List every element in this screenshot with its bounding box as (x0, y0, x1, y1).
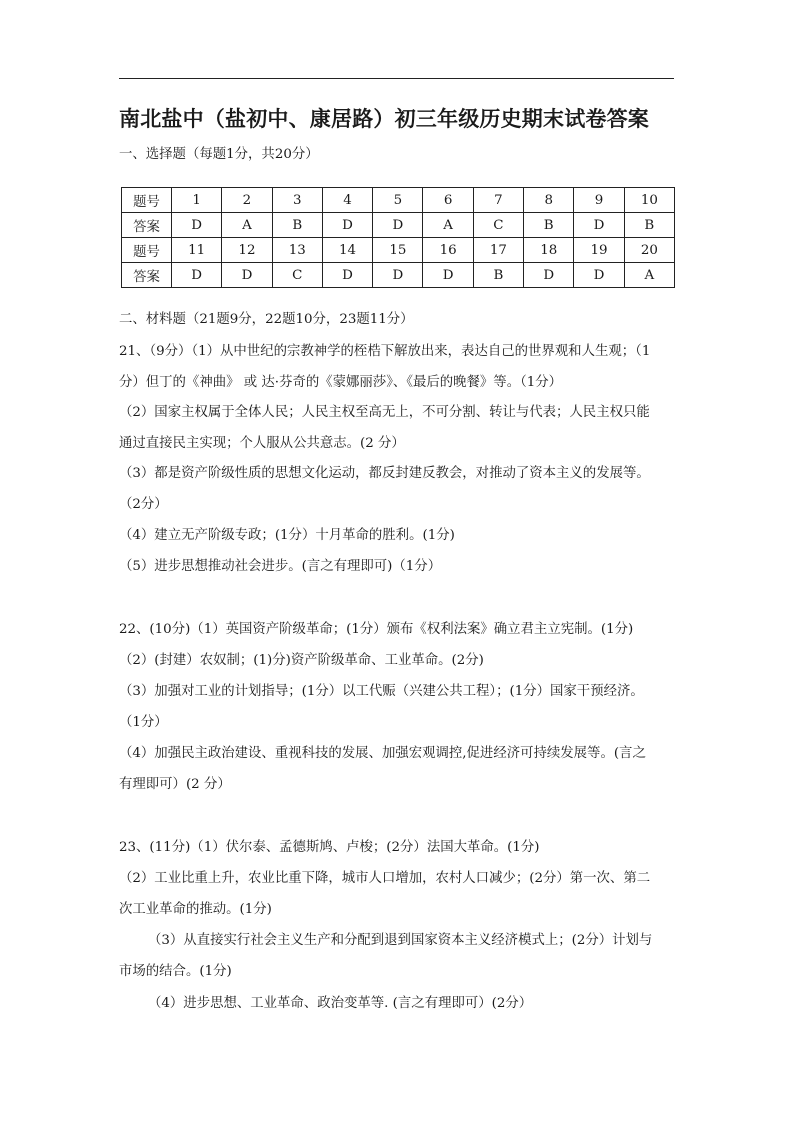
header-rule (119, 78, 674, 79)
table-cell: D (322, 263, 372, 288)
answer-line: 市场的结合。(1分) (119, 964, 232, 979)
table-cell: B (524, 213, 574, 238)
answer-line: （3）从直接实行社会主义生产和分配到退到国家资本主义经济模式上；(2分）计划与 (148, 933, 653, 948)
table-row-label: 题号 (122, 238, 172, 263)
table-cell: 9 (574, 188, 624, 213)
table-cell: 20 (624, 238, 674, 263)
table-cell: D (172, 213, 222, 238)
section-heading-choice: 一、选择题（每题1分，共20分） (119, 147, 319, 162)
answer-line: （2分） (119, 497, 168, 512)
table-cell: 1 (172, 188, 222, 213)
table-cell: D (574, 263, 624, 288)
answer-line: （2）(封建）农奴制；(1)分)资产阶级革命、工业革命。(2分) (119, 653, 484, 668)
answer-line: 22、(10分)（1）英国资产阶级革命；(1分）颁布《权利法案》确立君主立宪制。(1分) (119, 622, 634, 637)
table-cell: 8 (524, 188, 574, 213)
table-row-label: 题号 (122, 188, 172, 213)
table-cell: 17 (473, 238, 523, 263)
answer-line: 通过直接民主实现；个人服从公共意志。(2 分） (119, 436, 405, 451)
answer-line: （3）加强对工业的计划指导；(1分）以工代赈（兴建公共工程）；(1分）国家干预经济。 (119, 684, 644, 699)
answer-line: 有理即可）(2 分） (119, 777, 231, 792)
section-heading-material: 二、材料题（21题9分，22题10分，23题11分） (119, 312, 414, 327)
table-row-label: 答案 (122, 213, 172, 238)
table-cell: 4 (322, 188, 372, 213)
table-cell: 15 (373, 238, 423, 263)
table-cell: 3 (272, 188, 322, 213)
table-cell: D (423, 263, 473, 288)
table-cell: A (423, 213, 473, 238)
table-cell: D (373, 213, 423, 238)
answer-line: （4）进步思想、工业革命、政治变革等. (言之有理即可）(2分） (148, 996, 533, 1011)
table-row (122, 238, 675, 263)
answer-line: （3）都是资产阶级性质的思想文化运动，都反封建反教会，对推动了资本主义的发展等。 (119, 466, 650, 481)
table-cell: D (574, 213, 624, 238)
table-cell: 10 (624, 188, 674, 213)
table-cell: D (322, 213, 372, 238)
table-row (122, 188, 675, 213)
answer-line: （4）建立无产阶级专政；(1分）十月革命的胜利。(1分) (119, 528, 455, 543)
table-cell: C (272, 263, 322, 288)
table-row (122, 213, 675, 238)
table-cell: B (624, 213, 674, 238)
answer-table (121, 187, 675, 288)
table-cell: D (524, 263, 574, 288)
table-cell: D (373, 263, 423, 288)
answer-line: （2）国家主权属于全体人民；人民主权至高无上，不可分割、转让与代表；人民主权只能 (119, 405, 650, 420)
table-cell: 19 (574, 238, 624, 263)
table-cell: 6 (423, 188, 473, 213)
answer-line: 23、(11分)（1）伏尔泰、孟德斯鸠、卢梭；(2分）法国大革命。(1分) (119, 840, 540, 855)
table-cell: 13 (272, 238, 322, 263)
answer-line: 次工业革命的推动。(1分) (119, 902, 272, 917)
page-title: 南北盐中（盐初中、康居路）初三年级历史期末试卷答案 (119, 106, 649, 131)
table-cell: 11 (172, 238, 222, 263)
table-cell: C (473, 213, 523, 238)
answer-line: 分）但丁的《神曲》 或 达·芬奇的《蒙娜丽莎》、《最后的晚餐》等。（1分） (119, 375, 563, 390)
table-cell: 12 (222, 238, 272, 263)
answer-line: （1分） (119, 715, 168, 730)
table-cell: 16 (423, 238, 473, 263)
table-cell: 18 (524, 238, 574, 263)
table-row-label: 答案 (122, 263, 172, 288)
table-cell: D (222, 263, 272, 288)
answer-line: （5）进步思想推动社会进步。(言之有理即可)（1分） (119, 559, 442, 574)
table-cell: A (624, 263, 674, 288)
answer-line: （2）工业比重上升，农业比重下降，城市人口增加，农村人口减少；(2分）第一次、第二 (119, 871, 651, 886)
table-cell: A (222, 213, 272, 238)
table-cell: 7 (473, 188, 523, 213)
table-cell: 14 (322, 238, 372, 263)
table-cell: 2 (222, 188, 272, 213)
table-row (122, 263, 675, 288)
table-cell: B (473, 263, 523, 288)
table-cell: D (172, 263, 222, 288)
answer-line: （4）加强民主政治建设、重视科技的发展、加强宏观调控,促进经济可持续发展等。(言之 (119, 746, 646, 761)
table-cell: B (272, 213, 322, 238)
answer-line: 21、（9分）（1）从中世纪的宗教神学的桎梏下解放出来，表达自己的世界观和人生观；（1 (119, 344, 651, 359)
table-cell: 5 (373, 188, 423, 213)
